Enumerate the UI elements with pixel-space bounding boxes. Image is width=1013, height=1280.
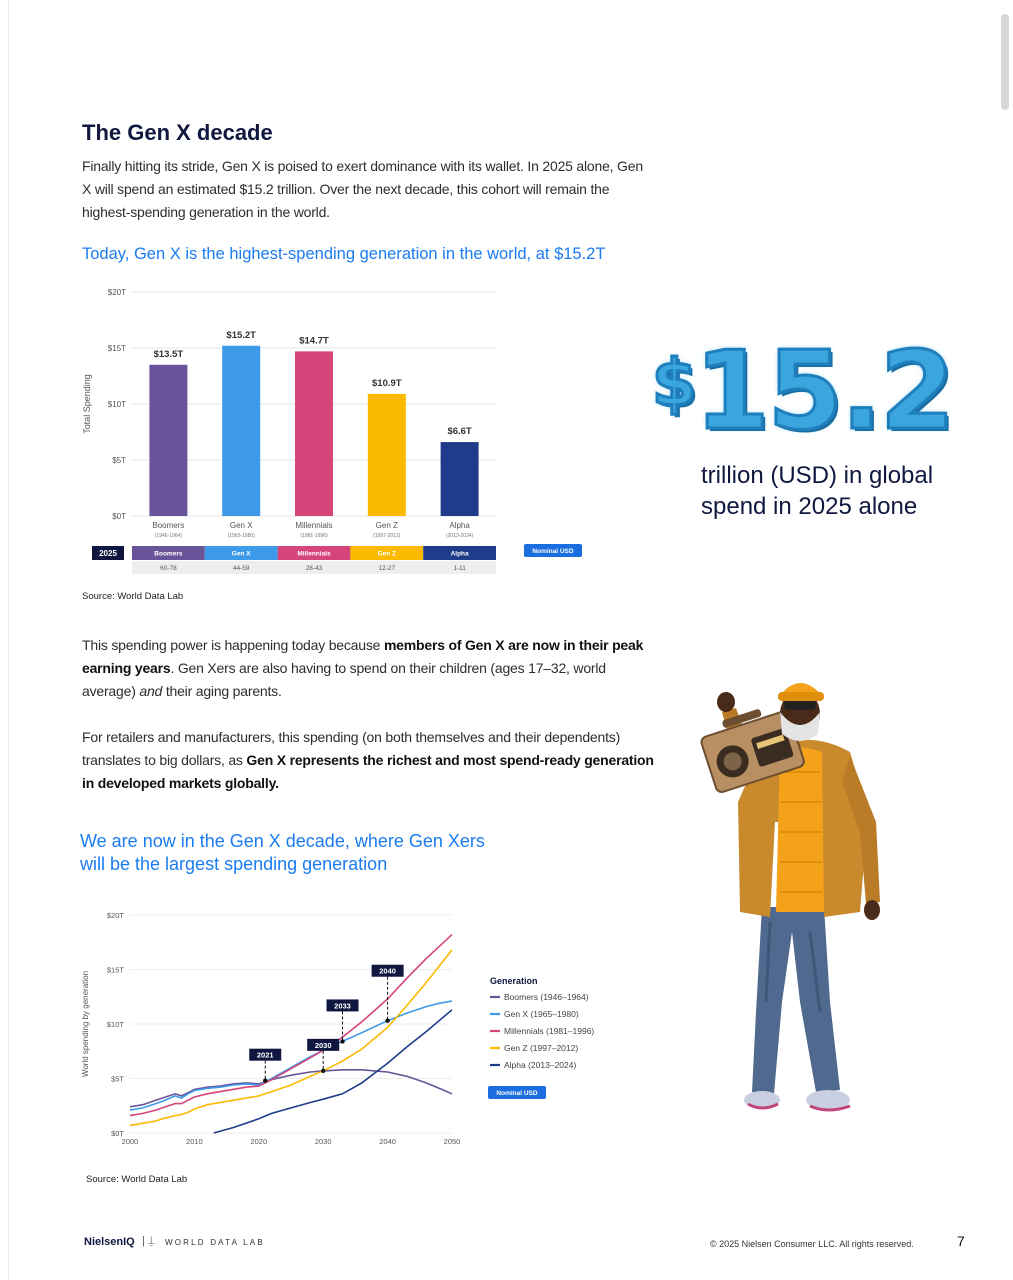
- bar-y-tick-label: $10T: [107, 400, 126, 409]
- line-x-tick-label: 2040: [379, 1137, 396, 1146]
- year-badge-label: 2025: [99, 549, 117, 558]
- annotation-label: 2040: [379, 966, 396, 976]
- para2-text-a: For retailers and manufacturers, this spending (on both themselves and their dependents) translates to big dollars, as: [82, 729, 621, 768]
- bar-category-label: Gen X: [229, 521, 253, 530]
- legend-item-label: Alpha (2013–2024): [504, 1060, 577, 1070]
- bar-value-label: $13.5T: [153, 348, 184, 360]
- line-y-tick-label: $15T: [106, 965, 124, 975]
- para1-italic: and: [139, 683, 163, 699]
- bar-chart-heading: Today, Gen X is the highest-spending generation in the world, at $15.2T: [82, 245, 606, 263]
- line-y-tick-label: $5T: [111, 1074, 124, 1084]
- annotation-label: 2021: [256, 1050, 274, 1060]
- bar-category-years: (1946-1964): [154, 533, 183, 539]
- bar-category-years: (1997-2012): [373, 533, 401, 539]
- age-range-label: 28-43: [305, 565, 323, 572]
- bar-y-axis-label: Total Spending: [82, 374, 92, 434]
- annotation-dot: [321, 1069, 325, 1073]
- series-line-genz: [130, 950, 452, 1126]
- highlight-dollar: $: [652, 347, 695, 421]
- bar-value-label: $14.7T: [299, 335, 329, 347]
- bar-value-label: $10.9T: [372, 377, 402, 389]
- highlight-number: [652, 329, 953, 454]
- highlight-value: 15.2: [694, 329, 953, 454]
- bar-category-label: Boomers: [152, 521, 185, 530]
- series-line-alpha: [214, 1010, 452, 1133]
- annotation-label: 2033: [334, 1001, 351, 1011]
- man-with-boombox-image: [700, 672, 900, 1122]
- age-range-label: 60-78: [160, 565, 177, 572]
- bar: [441, 442, 479, 516]
- bar-chart: [76, 280, 596, 580]
- annotation-label: 2030: [314, 1040, 332, 1050]
- series-line-millennials: [130, 935, 452, 1116]
- generation-cell-label: Gen Z: [377, 550, 397, 558]
- para2-bold: Gen X represents the richest and most spend-ready generation in developed markets globally.: [82, 752, 654, 791]
- generation-cell-label: Millennials: [297, 550, 331, 558]
- legend-item-label: Gen X (1965–1980): [504, 1009, 579, 1019]
- legend-item-label: Millennials (1981–1996): [504, 1026, 595, 1036]
- bar-y-tick-label: $5T: [112, 456, 126, 465]
- bar-y-tick-label: $15T: [107, 344, 126, 353]
- bar-y-tick-label: $20T: [107, 288, 126, 297]
- bar-category-years: (1981-1996): [300, 533, 328, 539]
- page-title: The Gen X decade: [82, 120, 273, 145]
- line-chart-source: Source: World Data Lab: [86, 1174, 188, 1185]
- bar: [368, 394, 406, 516]
- line-x-tick-label: 2010: [186, 1137, 203, 1146]
- annotation-dot: [263, 1078, 267, 1082]
- logo-separator: | ⍊: [142, 1235, 155, 1247]
- line-x-tick-label: 2050: [443, 1137, 461, 1146]
- age-range-label: 1-11: [453, 565, 466, 572]
- bar-category-years: (1965-1980): [227, 533, 255, 539]
- para1-text-a: This spending power is happening today because: [82, 637, 384, 653]
- line-y-axis-label: World spending by generation: [81, 970, 90, 1078]
- line-chart: [76, 900, 636, 1160]
- bar: [295, 351, 333, 516]
- bar: [222, 346, 260, 516]
- line-y-tick-label: $0T: [111, 1129, 124, 1138]
- nielseniq-logo: NielsenIQ: [84, 1236, 135, 1248]
- generation-cell-label: Alpha: [450, 550, 469, 558]
- scrollbar[interactable]: [1001, 14, 1009, 110]
- line-y-tick-label: $10T: [106, 1020, 124, 1029]
- bar-category-label: Millennials: [295, 521, 333, 530]
- annotation-dot: [340, 1039, 344, 1043]
- body-paragraph-1: [82, 634, 657, 703]
- generation-cell-label: Gen X: [231, 550, 251, 558]
- para1-text-e: their aging parents.: [162, 683, 282, 699]
- body-paragraph-2: [82, 726, 657, 795]
- line-x-tick-label: 2000: [121, 1137, 139, 1146]
- legend-title: Generation: [490, 976, 538, 986]
- series-line-genx: [130, 1001, 452, 1110]
- legend-item-label: Gen Z (1997–2012): [504, 1043, 579, 1053]
- bar-category-years: (2013-2024): [445, 533, 474, 539]
- line-y-tick-label: $20T: [106, 911, 124, 920]
- bar-value-label: $6.6T: [447, 426, 472, 438]
- bar-value-label: $15.2T: [226, 329, 256, 341]
- bar-category-label: Gen Z: [375, 521, 398, 530]
- bar: [149, 365, 187, 516]
- nominal-usd-label: Nominal USD: [496, 1090, 538, 1097]
- series-line-boomers: [130, 1070, 452, 1107]
- age-range-label: 12-27: [378, 565, 396, 572]
- page-number: 7: [957, 1233, 965, 1249]
- age-range-label: 44-59: [232, 565, 250, 572]
- bar-category-label: Alpha: [449, 521, 470, 530]
- intro-paragraph: Finally hitting its stride, Gen X is poised to exert dominance with its wallet. In 2025 alone, Gen X will spend an estimated $15.2 trillion. Over the next decade, this cohort will remain the highest-spending generation in the world.: [82, 158, 643, 220]
- bar-y-tick-label: $0T: [112, 512, 126, 521]
- line-chart-heading: We are now in the Gen X decade, where Gen Xers will be the largest spending generation: [80, 831, 485, 874]
- line-x-tick-label: 2030: [314, 1137, 332, 1146]
- copyright: © 2025 Nielsen Consumer LLC. All rights reserved.: [710, 1239, 914, 1249]
- legend-item-label: Boomers (1946–1964): [504, 992, 589, 1002]
- line-x-tick-label: 2020: [250, 1137, 268, 1146]
- annotation-dot: [385, 1019, 389, 1023]
- highlight-caption: trillion (USD) in global spend in 2025 alone: [701, 462, 934, 520]
- nominal-usd-label: Nominal USD: [532, 548, 574, 555]
- para1-bold: members of Gen X are now in their peak earning years: [82, 637, 644, 676]
- world-data-lab-logo: WORLD DATA LAB: [165, 1238, 265, 1247]
- bar-chart-source: Source: World Data Lab: [82, 591, 184, 602]
- para1-text-c: . Gen Xers are also having to spend on their children (ages 17–32, world average): [82, 660, 606, 699]
- generation-cell-label: Boomers: [154, 550, 183, 558]
